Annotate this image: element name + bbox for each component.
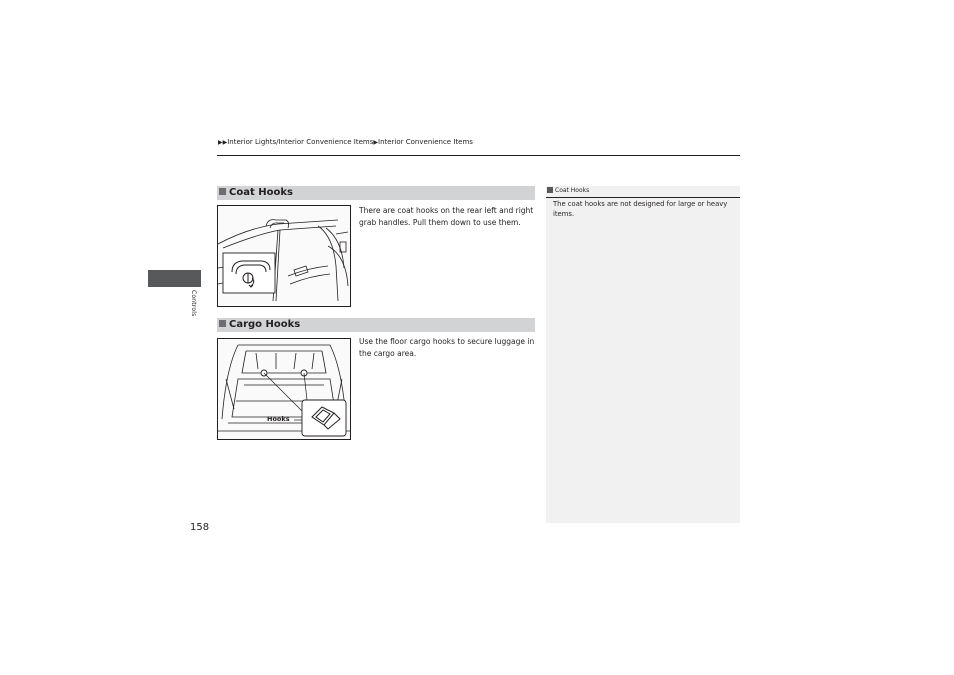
note-heading bbox=[546, 186, 740, 198]
coat-hook-figure bbox=[217, 205, 351, 307]
square-bullet-icon bbox=[219, 320, 226, 327]
hooks-label: Hooks bbox=[267, 415, 290, 423]
breadcrumb-item[interactable]: Interior Lights/Interior Convenience Items bbox=[227, 138, 374, 146]
note-icon bbox=[547, 187, 553, 193]
triangle-right-icon: ▶ bbox=[373, 139, 378, 146]
note-heading-text[interactable]: Coat Hooks bbox=[555, 187, 590, 194]
breadcrumb-item[interactable]: Interior Convenience Items bbox=[378, 138, 473, 146]
square-bullet-icon bbox=[219, 188, 226, 195]
section-heading-coat-hooks bbox=[217, 186, 535, 200]
section-heading-text: Coat Hooks bbox=[229, 187, 293, 198]
side-tab-label: Controls bbox=[190, 290, 197, 317]
coat-hooks-description: There are coat hooks on the rear left and right grab handles. Pull them down to use them. bbox=[359, 206, 534, 227]
side-tab[interactable] bbox=[148, 270, 201, 287]
triangle-right-icon: ▶▶ bbox=[218, 139, 228, 146]
coat-hook-illustration bbox=[218, 206, 350, 306]
header-rule bbox=[217, 155, 740, 156]
note-panel bbox=[546, 186, 740, 523]
note-text: The coat hooks are not designed for large or heavy items. bbox=[553, 200, 728, 218]
cargo-hooks-description: Use the floor cargo hooks to secure luggage in the cargo area. bbox=[359, 337, 535, 358]
cargo-hook-illustration bbox=[218, 339, 350, 439]
section-heading-text: Cargo Hooks bbox=[229, 319, 301, 330]
page-number: 158 bbox=[190, 522, 210, 533]
section-heading-cargo-hooks bbox=[217, 318, 535, 332]
breadcrumb bbox=[218, 138, 473, 146]
cargo-hook-figure bbox=[217, 338, 351, 440]
